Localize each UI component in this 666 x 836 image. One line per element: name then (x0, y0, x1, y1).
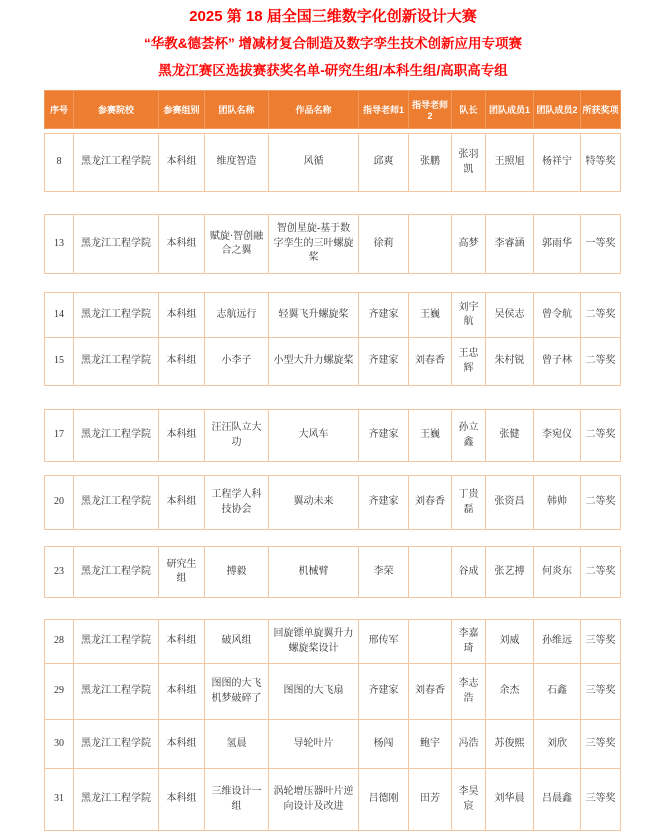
cell-advisor-2: 刘春香 (409, 476, 452, 530)
cell-member-1: 张资昌 (486, 476, 534, 530)
column-header-team: 团队名称 (205, 91, 269, 129)
cell-group: 本科组 (159, 215, 205, 274)
column-header-captain: 队长 (452, 91, 486, 129)
cell-work-name: 翼动未来 (269, 476, 359, 530)
table-row (45, 769, 621, 831)
cell-school: 黑龙江工程学院 (74, 476, 159, 530)
cell-advisor-1: 邱爽 (359, 134, 409, 192)
column-header-advisor1: 指导老师1 (359, 91, 409, 129)
cell-serial-no: 20 (45, 476, 74, 530)
cell-award: 三等奖 (581, 664, 621, 720)
award-list-subtitle: 黑龙江赛区选拔赛获奖名单-研究生组/本科生组/高职高专组 (158, 63, 508, 78)
table-row-group (44, 133, 621, 192)
cell-advisor-2: 张鹏 (409, 134, 452, 192)
column-header-advisor2: 指导老师2 (409, 91, 452, 129)
event-subtitle: “华教&德荟杯” 增减材复合制造及数字孪生技术创新应用专项赛 (144, 36, 522, 51)
cell-captain: 冯浩 (452, 720, 486, 769)
table-row-group (44, 475, 621, 530)
cell-advisor-2 (409, 547, 452, 598)
cell-group: 本科组 (159, 664, 205, 720)
cell-school: 黑龙江工程学院 (74, 215, 159, 274)
cell-work-name: 涡轮增压器叶片逆向设计及改进 (269, 769, 359, 831)
table-row (45, 410, 621, 462)
cell-member-2: 李宛仪 (534, 410, 581, 462)
cell-group: 本科组 (159, 293, 205, 338)
document-title-block (0, 0, 666, 80)
cell-member-2: 韩帅 (534, 476, 581, 530)
cell-member-1: 张艺搏 (486, 547, 534, 598)
cell-serial-no: 29 (45, 664, 74, 720)
cell-group: 本科组 (159, 620, 205, 664)
cell-serial-no: 17 (45, 410, 74, 462)
cell-serial-no: 28 (45, 620, 74, 664)
table-row-group (44, 292, 621, 386)
cell-member-1: 王照旭 (486, 134, 534, 192)
table-header (44, 90, 621, 129)
cell-group: 本科组 (159, 134, 205, 192)
cell-group: 本科组 (159, 476, 205, 530)
cell-team-name: 三维设计一组 (205, 769, 269, 831)
cell-member-1: 刘威 (486, 620, 534, 664)
cell-work-name: 智创星旋-基于数字孪生的三叶螺旋桨 (269, 215, 359, 274)
cell-team-name: 汪汪队立大功 (205, 410, 269, 462)
cell-member-2: 吕晨鑫 (534, 769, 581, 831)
column-header-award: 所获奖项 (581, 91, 621, 129)
cell-award: 二等奖 (581, 338, 621, 386)
cell-serial-no: 14 (45, 293, 74, 338)
cell-award: 三等奖 (581, 769, 621, 831)
cell-school: 黑龙江工程学院 (74, 547, 159, 598)
cell-advisor-1: 齐建家 (359, 476, 409, 530)
cell-work-name: 回旋镖单旋翼升力螺旋桨设计 (269, 620, 359, 664)
cell-serial-no: 30 (45, 720, 74, 769)
cell-group: 本科组 (159, 769, 205, 831)
table-row (45, 215, 621, 274)
cell-team-name: 工程学人科技协会 (205, 476, 269, 530)
column-header-work: 作品名称 (269, 91, 359, 129)
cell-award: 三等奖 (581, 720, 621, 769)
cell-serial-no: 31 (45, 769, 74, 831)
cell-team-name: 破风组 (205, 620, 269, 664)
cell-team-name: 赋旋·智创融合之翼 (205, 215, 269, 274)
cell-advisor-1: 齐建家 (359, 293, 409, 338)
cell-captain: 高梦 (452, 215, 486, 274)
table-row (45, 620, 621, 664)
cell-advisor-1: 齐建家 (359, 410, 409, 462)
column-header-group: 参赛组别 (159, 91, 205, 129)
cell-member-2: 石鑫 (534, 664, 581, 720)
cell-member-2: 刘欣 (534, 720, 581, 769)
cell-group: 本科组 (159, 410, 205, 462)
cell-captain: 刘宇航 (452, 293, 486, 338)
cell-award: 二等奖 (581, 410, 621, 462)
table-row-group (44, 619, 621, 831)
cell-captain: 李昊宸 (452, 769, 486, 831)
cell-advisor-2: 王巍 (409, 410, 452, 462)
cell-school: 黑龙江工程学院 (74, 293, 159, 338)
table-row-group (44, 546, 621, 598)
cell-team-name: 图图的大飞机梦破碎了 (205, 664, 269, 720)
cell-member-2: 曾令航 (534, 293, 581, 338)
cell-serial-no: 23 (45, 547, 74, 598)
cell-school: 黑龙江工程学院 (74, 338, 159, 386)
cell-group: 本科组 (159, 338, 205, 386)
cell-advisor-1: 邢传军 (359, 620, 409, 664)
cell-school: 黑龙江工程学院 (74, 769, 159, 831)
cell-serial-no: 13 (45, 215, 74, 274)
cell-work-name: 小型大升力螺旋桨 (269, 338, 359, 386)
cell-advisor-2 (409, 215, 452, 274)
cell-advisor-2: 鲍宇 (409, 720, 452, 769)
cell-group: 本科组 (159, 720, 205, 769)
table-row (45, 338, 621, 386)
cell-advisor-2: 刘春香 (409, 664, 452, 720)
cell-captain: 谷成 (452, 547, 486, 598)
cell-advisor-1: 杨闯 (359, 720, 409, 769)
cell-work-name: 机械臂 (269, 547, 359, 598)
cell-member-1: 苏俊熙 (486, 720, 534, 769)
cell-member-1: 李睿涵 (486, 215, 534, 274)
cell-team-name: 维度智造 (205, 134, 269, 192)
cell-award: 二等奖 (581, 293, 621, 338)
table-row (45, 547, 621, 598)
cell-captain: 孙立鑫 (452, 410, 486, 462)
cell-work-name: 轻翼飞升螺旋桨 (269, 293, 359, 338)
cell-award: 二等奖 (581, 476, 621, 530)
table-row-group (44, 409, 621, 462)
cell-work-name: 风循 (269, 134, 359, 192)
cell-school: 黑龙江工程学院 (74, 720, 159, 769)
cell-award: 二等奖 (581, 547, 621, 598)
cell-captain: 王忠辉 (452, 338, 486, 386)
cell-serial-no: 15 (45, 338, 74, 386)
cell-captain: 李嘉琦 (452, 620, 486, 664)
cell-member-1: 刘华晨 (486, 769, 534, 831)
cell-award: 特等奖 (581, 134, 621, 192)
cell-team-name: 小李子 (205, 338, 269, 386)
cell-advisor-2 (409, 620, 452, 664)
cell-member-1: 张健 (486, 410, 534, 462)
cell-school: 黑龙江工程学院 (74, 664, 159, 720)
table-header-row (45, 91, 621, 129)
cell-advisor-1: 齐建家 (359, 664, 409, 720)
cell-advisor-2: 田芳 (409, 769, 452, 831)
table-row (45, 476, 621, 530)
cell-member-1: 余杰 (486, 664, 534, 720)
cell-advisor-1: 徐莉 (359, 215, 409, 274)
cell-award: 一等奖 (581, 215, 621, 274)
cell-team-name: 搏毅 (205, 547, 269, 598)
cell-member-2: 曾子林 (534, 338, 581, 386)
table-body-groups (44, 133, 620, 831)
column-header-member2: 团队成员2 (534, 91, 581, 129)
cell-member-1: 吴侯志 (486, 293, 534, 338)
cell-advisor-1: 吕德刚 (359, 769, 409, 831)
cell-advisor-1: 齐建家 (359, 338, 409, 386)
cell-school: 黑龙江工程学院 (74, 134, 159, 192)
cell-award: 三等奖 (581, 620, 621, 664)
cell-advisor-1: 李荣 (359, 547, 409, 598)
table-row (45, 664, 621, 720)
cell-member-2: 何炎东 (534, 547, 581, 598)
table-row (45, 293, 621, 338)
table-row (45, 720, 621, 769)
cell-advisor-2: 刘春香 (409, 338, 452, 386)
table-row-group (44, 214, 621, 274)
cell-captain: 李志浩 (452, 664, 486, 720)
cell-work-name: 大风车 (269, 410, 359, 462)
cell-team-name: 志航远行 (205, 293, 269, 338)
cell-advisor-2: 王巍 (409, 293, 452, 338)
column-header-member1: 团队成员1 (486, 91, 534, 129)
cell-member-2: 杨祥宁 (534, 134, 581, 192)
cell-school: 黑龙江工程学院 (74, 410, 159, 462)
awards-table (44, 90, 620, 831)
cell-member-1: 朱村锐 (486, 338, 534, 386)
cell-member-2: 郭雨华 (534, 215, 581, 274)
column-header-school: 参赛院校 (74, 91, 159, 129)
competition-title: 2025 第 18 届全国三维数字化创新设计大赛 (189, 8, 477, 25)
cell-work-name: 图图的大飞扇 (269, 664, 359, 720)
column-header-no: 序号 (45, 91, 74, 129)
cell-work-name: 导轮叶片 (269, 720, 359, 769)
cell-captain: 丁贵磊 (452, 476, 486, 530)
cell-school: 黑龙江工程学院 (74, 620, 159, 664)
cell-serial-no: 8 (45, 134, 74, 192)
cell-team-name: 氢晨 (205, 720, 269, 769)
cell-member-2: 孙维远 (534, 620, 581, 664)
cell-group: 研究生组 (159, 547, 205, 598)
cell-captain: 张羽凯 (452, 134, 486, 192)
table-row (45, 134, 621, 192)
